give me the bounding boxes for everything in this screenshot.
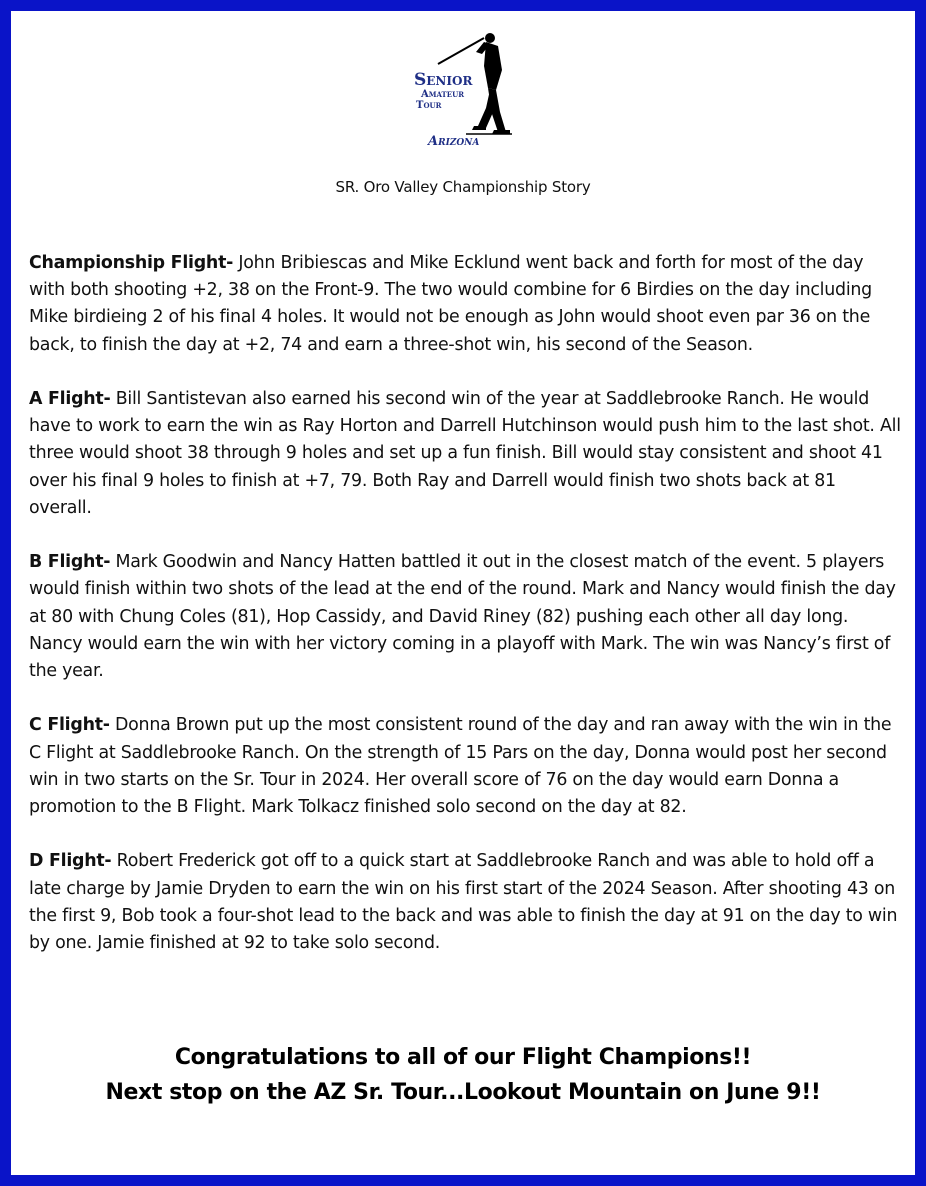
story-title: SR. Oro Valley Championship Story: [335, 178, 591, 196]
closing-next-stop: Next stop on the AZ Sr. Tour...Lookout Mountain on June 9!!: [105, 1080, 821, 1105]
flight-heading: D Flight-: [29, 851, 112, 872]
flight-heading: B Flight-: [29, 552, 111, 573]
flight-heading: Championship Flight-: [29, 253, 234, 273]
paragraph-a-flight: [29, 386, 901, 522]
logo-text-amateur: Amateur: [421, 89, 465, 100]
logo-text-senior: Senior: [414, 70, 473, 90]
senior-amateur-tour-logo: [406, 30, 516, 152]
flight-text: John Bribiescas and Mike Ecklund went back and forth for most of the day with both shooting +2, 38 on the Front-9. The two would combine for 6 Birdies on the day including Mike birdieing 2 of his final 4 holes. It would not be enough as John would shoot even par 36 on the back, to finish the day at +2, 74 and earn a three-shot win, his second of the Season.: [29, 253, 872, 355]
flight-text: Mark Goodwin and Nancy Hatten battled it out in the closest match of the event. 5 players would finish within two shots of the lead at the end of the round. Mark and Nancy would finish the day at 80 with Chung Coles (81), Hop Cassidy, and David Riney (82) pushing each other all day long. Nancy would earn the win with her victory coming in a playoff with Mark. The win was Nancy’s first of the year.: [29, 552, 896, 682]
paragraph-c-flight: [29, 712, 901, 821]
paragraph-championship-flight: [29, 250, 901, 359]
logo-text-tour: Tour: [416, 100, 442, 111]
flight-text: Bill Santistevan also earned his second win of the year at Saddlebrooke Ranch. He would have to work to earn the win as Ray Horton and Darrell Hutchinson would push him to the last shot. All three would shoot 38 through 9 holes and set up a fun finish. Bill would stay consistent and shoot 41 over his final 9 holes to finish at +7, 79. Both Ray and Darrell would finish two shots back at 81 overall.: [29, 389, 901, 518]
story-body: [29, 250, 901, 984]
paragraph-b-flight: [29, 549, 901, 685]
flight-heading: A Flight-: [29, 389, 111, 409]
closing-message: [0, 1040, 926, 1110]
flight-heading: C Flight-: [29, 715, 110, 736]
paragraph-d-flight: [29, 848, 901, 957]
flight-text: Donna Brown put up the most consistent round of the day and ran away with the win in the C Flight at Saddlebrooke Ranch. On the strength of 15 Pars on the day, Donna would post her second win in two starts on the Sr. Tour in 2024. Her overall score of 76 on the day would earn Donna a promotion to the B Flight. Mark Tolkacz finished solo second on the day at 82.: [29, 715, 892, 818]
logo-text-arizona: Arizona: [428, 134, 480, 149]
closing-congratulations: Congratulations to all of our Flight Champions!!: [174, 1045, 752, 1070]
flight-text: Robert Frederick got off to a quick start at Saddlebrooke Ranch and was able to hold off a late charge by Jamie Dryden to earn the win on his first start of the 2024 Season. After shooting 43 on the first 9, Bob took a four-shot lead to the back and was able to finish the day at 91 on the day to win by one. Jamie finished at 92 to take solo second.: [29, 851, 898, 954]
